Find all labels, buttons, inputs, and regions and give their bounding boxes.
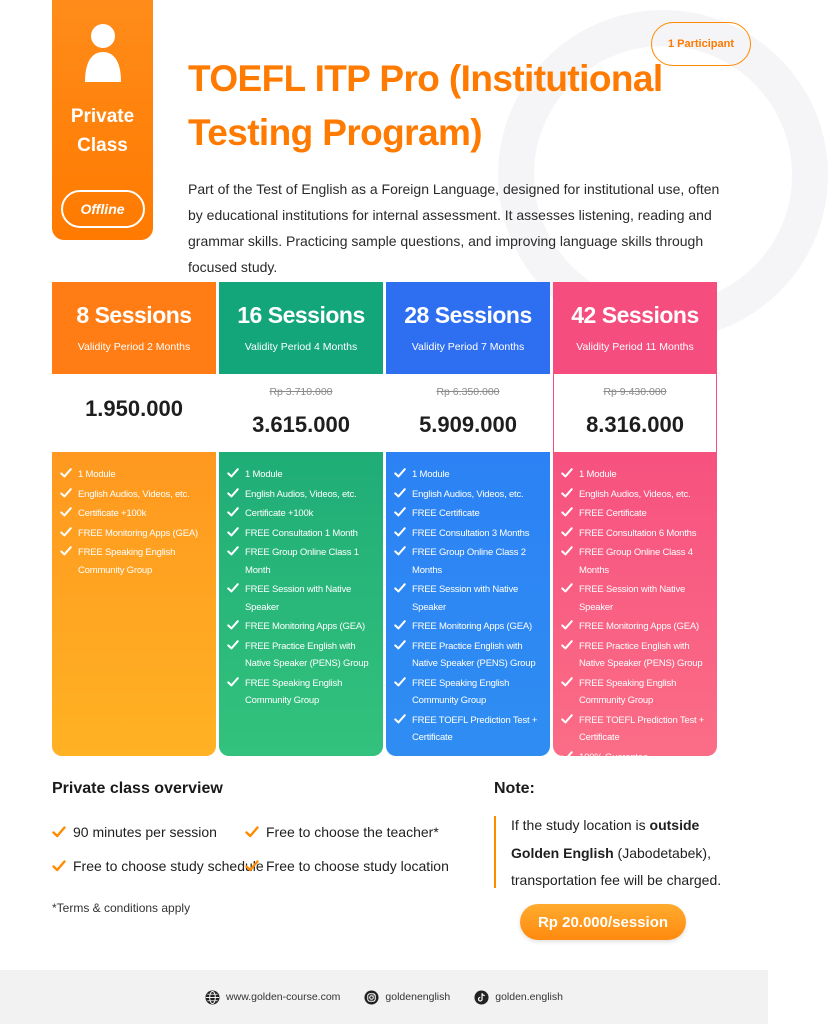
package-card-8-sessions[interactable] — [52, 282, 216, 756]
feature-text: FREE Group Online Class 2 Months — [412, 547, 526, 576]
page-description: Part of the Test of English as a Foreign Language, designed for institutional use, often by educational institutions for internal assessment. It assesses listening, reading and grammar skills. Practicing sample questions, and improving language skills through focused study. — [188, 181, 720, 275]
feature-text: FREE Speaking English Community Group — [579, 677, 677, 706]
feature-text: FREE Session with Native Speaker — [245, 584, 352, 613]
feature-text: FREE Monitoring Apps (GEA) — [579, 621, 699, 632]
card-old-price: Rp 6.350.000 — [436, 386, 500, 398]
feature-list — [553, 452, 717, 766]
footer-tiktok[interactable] — [474, 990, 563, 1005]
check-icon — [245, 825, 259, 839]
check-icon — [227, 582, 239, 594]
check-icon — [52, 859, 66, 873]
feature-text: 1 Module — [412, 469, 450, 480]
card-validity: Validity Period 7 Months — [411, 341, 525, 353]
card-validity: Validity Period 4 Months — [244, 341, 358, 353]
feature-text: FREE Speaking English Community Group — [78, 547, 176, 576]
participant-pill: 1 Participant — [651, 22, 751, 66]
feature-text: FREE Monitoring Apps (GEA) — [78, 527, 198, 539]
check-icon — [227, 506, 239, 518]
card-price: 1.950.000 — [85, 396, 183, 421]
check-icon — [60, 526, 72, 538]
note-text — [511, 812, 741, 895]
check-icon — [394, 713, 406, 725]
feature-text: FREE Consultation 1 Month — [245, 527, 358, 539]
feature-item — [394, 525, 550, 543]
feature-item — [227, 638, 383, 673]
feature-item — [227, 675, 383, 710]
feature-item — [394, 618, 550, 636]
feature-item — [561, 505, 717, 523]
feature-item — [60, 486, 216, 504]
check-icon — [561, 619, 573, 631]
card-header — [386, 282, 550, 374]
feature-text: FREE Certificate — [412, 508, 480, 519]
check-icon — [60, 467, 72, 479]
card-price: 8.316.000 — [586, 412, 684, 437]
note-text-part: (Jabodetabek), transportation fee will be charged. — [511, 844, 722, 888]
feature-text: FREE TOEFL Prediction Test + Certificate — [579, 714, 705, 743]
check-icon — [561, 487, 573, 499]
price-box — [219, 374, 383, 452]
feature-text: 1 Module — [579, 469, 617, 480]
feature-text: FREE Practice English with Native Speaker (PENS) Group — [412, 640, 536, 669]
user-icon — [83, 22, 123, 84]
check-icon — [394, 506, 406, 518]
check-icon — [394, 639, 406, 651]
card-header — [52, 282, 216, 374]
check-icon — [227, 639, 239, 651]
private-class-badge — [52, 0, 153, 240]
note-text-part: If the study location is — [511, 817, 650, 833]
check-icon — [561, 506, 573, 518]
feature-text: 1 Module — [78, 469, 116, 480]
check-icon — [60, 545, 72, 557]
feature-text: Certificate +100k — [245, 508, 314, 519]
card-price: 5.909.000 — [419, 412, 517, 437]
card-validity: Validity Period 2 Months — [77, 341, 191, 353]
check-icon — [561, 750, 573, 762]
check-icon — [561, 545, 573, 557]
check-icon — [394, 545, 406, 557]
feature-text: English Audios, Videos, etc. — [579, 488, 691, 500]
price-box — [386, 374, 550, 452]
feature-item — [227, 525, 383, 543]
feature-text: FREE Practice English with Native Speaker (PENS) Group — [579, 640, 703, 669]
feature-item — [227, 466, 383, 484]
card-sessions: 16 Sessions — [237, 302, 365, 328]
terms-note: *Terms & conditions apply — [52, 901, 191, 915]
instagram-icon — [364, 990, 379, 1005]
check-icon — [561, 639, 573, 651]
check-icon — [227, 467, 239, 479]
footer — [0, 970, 768, 1024]
feature-item — [60, 466, 216, 484]
feature-item — [561, 675, 717, 710]
overview-title: Private class overview — [52, 780, 223, 797]
price-box — [52, 374, 216, 452]
card-old-price: Rp 9.430.000 — [603, 386, 667, 398]
overview-item — [245, 824, 439, 840]
package-card-42-sessions[interactable] — [553, 282, 717, 763]
card-header — [219, 282, 383, 374]
feature-item — [561, 749, 717, 767]
feature-item — [60, 505, 216, 523]
check-icon — [245, 859, 259, 873]
card-validity: Validity Period 11 Months — [576, 341, 694, 353]
footer-website-text: www.golden-course.com — [226, 991, 341, 1003]
feature-item — [227, 486, 383, 504]
overview-item — [52, 858, 264, 874]
feature-text: FREE Speaking English Community Group — [412, 677, 510, 706]
card-sessions: 8 Sessions — [76, 302, 192, 328]
feature-text: FREE Session with Native Speaker — [412, 584, 519, 613]
feature-text: English Audios, Videos, etc. — [245, 488, 357, 500]
feature-text: FREE Group Online Class 1 Month — [245, 547, 359, 576]
feature-item — [394, 675, 550, 710]
feature-item — [394, 581, 550, 616]
footer-instagram[interactable] — [364, 990, 450, 1005]
check-icon — [394, 582, 406, 594]
feature-text: FREE Practice English with Native Speaker (PENS) Group — [245, 640, 369, 669]
card-sessions: 28 Sessions — [404, 302, 532, 328]
feature-item — [227, 544, 383, 579]
check-icon — [561, 526, 573, 538]
feature-text: FREE Session with Native Speaker — [579, 584, 686, 613]
overview-item — [245, 858, 449, 874]
feature-list — [386, 452, 550, 747]
globe-icon — [205, 990, 220, 1005]
note-title: Note: — [494, 780, 535, 797]
feature-item — [227, 618, 383, 636]
package-card-28-sessions[interactable] — [386, 282, 550, 756]
check-icon — [227, 676, 239, 688]
transport-fee-pill: Rp 20.000/session — [520, 904, 686, 940]
check-icon — [227, 619, 239, 631]
check-icon — [227, 487, 239, 499]
offline-pill: Offline — [61, 190, 145, 228]
feature-text: FREE TOEFL Prediction Test + Certificate — [412, 714, 538, 743]
feature-item — [561, 466, 717, 484]
feature-text: FREE Consultation 3 Months — [412, 527, 530, 539]
check-icon — [52, 825, 66, 839]
badge-title: Private Class — [70, 106, 135, 156]
feature-item — [394, 544, 550, 579]
feature-item — [394, 466, 550, 484]
footer-website[interactable] — [205, 990, 340, 1005]
page-title: TOEFL ITP Pro (Institutional Testing Program) — [188, 58, 663, 153]
feature-text: FREE Speaking English Community Group — [245, 677, 343, 706]
check-icon — [227, 526, 239, 538]
feature-item — [561, 712, 717, 747]
feature-item — [227, 505, 383, 523]
overview-item-label: Free to choose study schedule — [73, 858, 264, 874]
card-header — [553, 282, 717, 374]
check-icon — [561, 676, 573, 688]
feature-text: FREE Group Online Class 4 Months — [579, 547, 693, 576]
feature-item — [394, 638, 550, 673]
check-icon — [60, 487, 72, 499]
note-text-bold: outside Golden English — [511, 817, 700, 861]
package-card-16-sessions[interactable] — [219, 282, 383, 756]
feature-text: 1 Module — [245, 469, 283, 480]
check-icon — [60, 506, 72, 518]
feature-item — [394, 712, 550, 747]
footer-tiktok-text: golden.english — [495, 991, 563, 1003]
check-icon — [561, 582, 573, 594]
card-price: 3.615.000 — [252, 412, 350, 437]
feature-item — [227, 581, 383, 616]
feature-list — [52, 452, 216, 579]
feature-list — [219, 452, 383, 710]
feature-text: English Audios, Videos, etc. — [412, 488, 524, 500]
check-icon — [227, 545, 239, 557]
feature-item — [60, 525, 216, 543]
feature-item — [561, 486, 717, 504]
feature-text: English Audios, Videos, etc. — [78, 488, 190, 500]
feature-item — [561, 544, 717, 579]
price-box — [553, 374, 717, 452]
tiktok-icon — [474, 990, 489, 1005]
check-icon — [561, 713, 573, 725]
card-sessions: 42 Sessions — [571, 302, 699, 328]
feature-item — [561, 581, 717, 616]
overview-item — [52, 824, 217, 840]
feature-text: FREE Monitoring Apps (GEA) — [412, 621, 532, 632]
note-accent-bar — [494, 816, 496, 888]
check-icon — [394, 467, 406, 479]
feature-item — [60, 544, 216, 579]
feature-text: FREE Certificate — [579, 508, 647, 519]
feature-text: FREE Monitoring Apps (GEA) — [245, 621, 365, 632]
check-icon — [394, 676, 406, 688]
check-icon — [394, 526, 406, 538]
feature-text: Certificate +100k — [78, 508, 147, 519]
feature-item — [394, 486, 550, 504]
feature-text: 100% Guarantee — [579, 751, 649, 763]
overview-item-label: Free to choose the teacher* — [266, 824, 439, 840]
feature-item — [561, 638, 717, 673]
feature-item — [394, 505, 550, 523]
feature-item — [561, 618, 717, 636]
check-icon — [561, 467, 573, 479]
overview-item-label: 90 minutes per session — [73, 824, 217, 840]
feature-text: FREE Consultation 6 Months — [579, 527, 697, 539]
feature-item — [561, 525, 717, 543]
check-icon — [394, 487, 406, 499]
check-icon — [394, 619, 406, 631]
card-old-price: Rp 3.710.000 — [269, 386, 333, 398]
footer-instagram-text: goldenenglish — [385, 991, 451, 1003]
overview-item-label: Free to choose study location — [266, 858, 449, 874]
